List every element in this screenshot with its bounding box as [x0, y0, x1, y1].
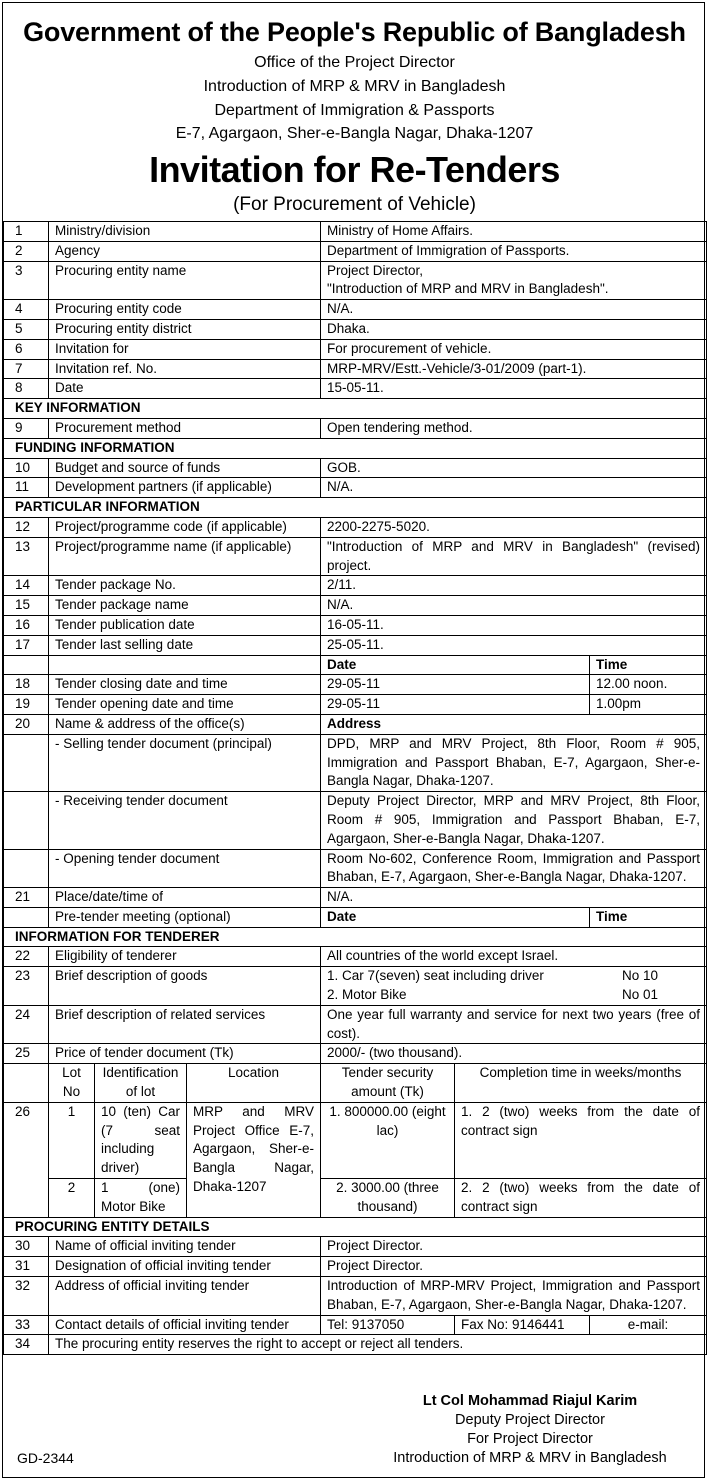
department-line: Department of Immigration & Passports: [214, 102, 495, 119]
table-row: 11 Development partners (if applicable) N/A.: [4, 478, 707, 498]
table-row: 18 Tender closing date and time 29-05-11 12.00 noon.: [4, 675, 707, 695]
signatory-for: For Project Director: [467, 1431, 593, 1447]
table-row: 15 Tender package name N/A.: [4, 596, 707, 616]
tender-notice-page: [2, 2, 705, 1478]
table-row: 2 Agency Department of Immigration of Passports.: [4, 241, 707, 261]
table-row: 4 Procuring entity code N/A.: [4, 300, 707, 320]
tender-details-table: [3, 221, 707, 1355]
section-header-particular: PARTICULAR INFORMATION: [4, 498, 707, 518]
table-row: 1 Ministry/division Ministry of Home Affairs.: [4, 222, 707, 242]
table-row: 8 Date 15-05-11.: [4, 379, 707, 399]
project-line: Introduction of MRP & MRV in Bangladesh: [203, 78, 506, 95]
notice-subtitle: (For Procurement of Vehicle): [233, 194, 476, 215]
table-row: - Opening tender document Room No-602, Conference Room, Immigration and Passport Bhaban, E-7, Agargaon, Sher-e-Bangla Nagar, Dhaka-1207.: [4, 849, 707, 888]
table-row: - Selling tender document (principal) DPD, MRP and MRV Project, 8th Floor, Room # 905, Immigration and Passport Bhaban, E-7, Agargaon, Sher-e-Bangla Nagar, Dhaka-1207.: [4, 734, 707, 791]
government-title: Government of the People's Republic of Bangladesh: [23, 17, 686, 47]
table-row: 12 Project/programme code (if applicable) 2200-2275-5020.: [4, 517, 707, 537]
table-row: 5 Procuring entity district Dhaka.: [4, 319, 707, 339]
table-row: 13 Project/programme name (if applicable) "Introduction of MRP and MRV in Bangladesh" (revised) project.: [4, 537, 707, 576]
section-header-key: KEY INFORMATION: [4, 399, 707, 419]
table-row: 34 The procuring entity reserves the right to accept or reject all tenders.: [4, 1335, 707, 1355]
table-row: 9 Procurement method Open tendering method.: [4, 418, 707, 438]
address-line: E-7, Agargaon, Sher-e-Bangla Nagar, Dhaka-1207: [175, 125, 534, 142]
table-row: 32 Address of official inviting tender Introduction of MRP-MRV Project, Immigration and Passport Bhaban, E-7, Agargaon, Sher-e-Bangla Nagar, Dhaka-1207.: [4, 1277, 707, 1316]
table-row: 16 Tender publication date 16-05-11.: [4, 615, 707, 635]
office-line: Office of the Project Director: [254, 54, 455, 71]
signature-block: [370, 1392, 690, 1468]
notice-title: Invitation for Re-Tenders: [149, 149, 560, 190]
table-row: 25 Price of tender document (Tk) 2000/- (two thousand).: [4, 1044, 707, 1064]
table-row: 33 Contact details of official inviting tender Tel: 9137050 Fax No: 9146441 e-mail:: [4, 1315, 707, 1335]
lot-row: 26 1 10 (ten) Car (7 seat including driver) MRP and MRV Project Office E-7, Agargaon, Sher-e-Bangla Nagar, Dhaka-1207 1. 800000.00 (eight lac) 1. 2 (two) weeks from the date of contract sign: [4, 1102, 707, 1178]
table-row: 14 Tender package No. 2/11.: [4, 576, 707, 596]
table-row: 7 Invitation ref. No. MRP-MRV/Estt.-Vehicle/3-01/2009 (part-1).: [4, 359, 707, 379]
table-row: 30 Name of official inviting tender Project Director.: [4, 1237, 707, 1257]
table-row: 24 Brief description of related services One year full warranty and service for next two years (free of cost).: [4, 1005, 707, 1044]
table-row: 3 Procuring entity name Project Director, "Introduction of MRP and MRV in Bangladesh".: [4, 261, 707, 300]
table-row: 20 Name & address of the office(s) Address: [4, 714, 707, 734]
table-row: - Receiving tender document Deputy Project Director, MRP and MRV Project, 8th Floor, Room # 905, Immigration and Passport Bhaban, E-7, Agargaon, Sher-e-Bangla Nagar, Dhaka-1207.: [4, 792, 707, 849]
footer-code: GD-2344: [17, 1450, 74, 1466]
table-row: 10 Budget and source of funds GOB.: [4, 458, 707, 478]
section-header-entity: PROCURING ENTITY DETAILS: [4, 1217, 707, 1237]
table-row: 21 Place/date/time of N/A.: [4, 888, 707, 908]
section-header-tenderer: INFORMATION FOR TENDERER: [4, 927, 707, 947]
table-row: 31 Designation of official inviting tender Project Director.: [4, 1257, 707, 1277]
table-row: 19 Tender opening date and time 29-05-11 1.00pm: [4, 695, 707, 715]
table-row: 22 Eligibility of tenderer All countries of the world except Israel.: [4, 947, 707, 967]
date-time-header-row: Date Time: [4, 655, 707, 675]
lot-row: 2 1 (one) Motor Bike 2. 3000.00 (three thousand) 2. 2 (two) weeks from the date of contract sign: [4, 1179, 707, 1218]
signatory-project: Introduction of MRP & MRV in Bangladesh: [393, 1450, 667, 1466]
lot-header-row: Lot No Identification of lot Location Tender security amount (Tk) Completion time in weeks/months: [4, 1064, 707, 1103]
table-row: 23 Brief description of goods 1. Car 7(seven) seat including driver No 10 2. Motor Bike No 01: [4, 967, 707, 1006]
table-row: 17 Tender last selling date 25-05-11.: [4, 635, 707, 655]
table-row: Pre-tender meeting (optional) Date Time: [4, 907, 707, 927]
signatory-designation: Deputy Project Director: [455, 1412, 605, 1428]
section-header-funding: FUNDING INFORMATION: [4, 438, 707, 458]
signatory-name: Lt Col Mohammad Riajul Karim: [422, 1393, 638, 1409]
table-row: 6 Invitation for For procurement of vehicle.: [4, 339, 707, 359]
